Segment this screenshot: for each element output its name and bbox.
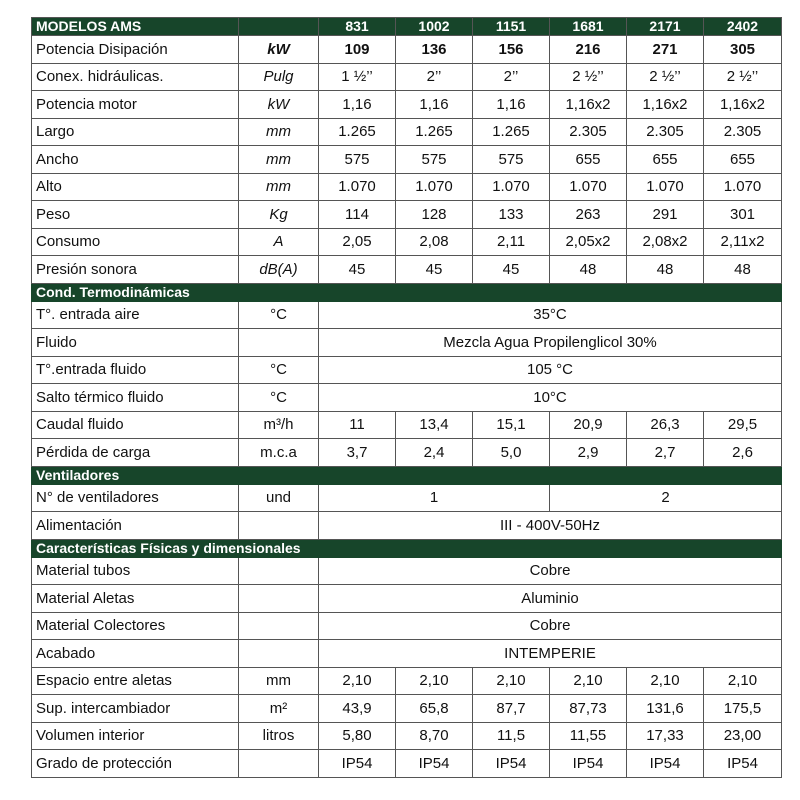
row-label: Largo — [32, 118, 239, 146]
cell-value: 1.070 — [396, 173, 473, 201]
cell-value: 11,5 — [473, 722, 550, 750]
header-row — [32, 18, 782, 36]
row-unit: mm — [239, 146, 319, 174]
cell-value: 2,10 — [319, 667, 396, 695]
row-material-aletas — [32, 585, 782, 613]
row-unit — [239, 750, 319, 778]
cell-value: 1.265 — [319, 118, 396, 146]
cell-value: 87,7 — [473, 695, 550, 723]
merged-value: 35°C — [319, 301, 782, 329]
merged-value: Cobre — [319, 612, 782, 640]
model-header: 1681 — [550, 18, 627, 36]
cell-value: IP54 — [550, 750, 627, 778]
row-label: Material tubos — [32, 557, 239, 585]
cell-value: 2,10 — [704, 667, 782, 695]
cell-value: 2,08x2 — [627, 228, 704, 256]
row-unit-blank — [239, 512, 319, 540]
row-unit: mm — [239, 118, 319, 146]
cell-value: 5,0 — [473, 439, 550, 467]
cell-value: 2 ½’’ — [550, 63, 627, 91]
spec-table — [31, 17, 782, 778]
cell-value: IP54 — [704, 750, 782, 778]
cell-value: 131,6 — [627, 695, 704, 723]
row-label: Consumo — [32, 228, 239, 256]
cell-value: 8,70 — [396, 722, 473, 750]
row-label: Potencia motor — [32, 91, 239, 119]
cell-value: 305 — [704, 36, 782, 64]
merged-value: Mezcla Agua Propilenglicol 30% — [319, 329, 782, 357]
cell-value: 109 — [319, 36, 396, 64]
row-label: T°.entrada fluido — [32, 356, 239, 384]
table-title: MODELOS AMS — [32, 18, 239, 36]
row-label: T°. entrada aire — [32, 301, 239, 329]
cell-value: 65,8 — [396, 695, 473, 723]
row-label: Ancho — [32, 146, 239, 174]
merged-value: III - 400V-50Hz — [319, 512, 782, 540]
cell-value: 43,9 — [319, 695, 396, 723]
row-label: Material Colectores — [32, 612, 239, 640]
model-header: 1002 — [396, 18, 473, 36]
row-salto-termico — [32, 384, 782, 412]
row-unit-blank — [239, 640, 319, 668]
row-material-colectores — [32, 612, 782, 640]
cell-value: 655 — [704, 146, 782, 174]
merged-value: Aluminio — [319, 585, 782, 613]
cell-value: 11,55 — [550, 722, 627, 750]
cell-value: 133 — [473, 201, 550, 229]
cell-value: 2,6 — [704, 439, 782, 467]
row-unit: dB(A) — [239, 256, 319, 284]
cell-value: 575 — [319, 146, 396, 174]
cell-value: IP54 — [396, 750, 473, 778]
row-unit: A — [239, 228, 319, 256]
section-title: Ventiladores — [32, 466, 782, 484]
header-unit-blank — [239, 18, 319, 36]
cell-value: 11 — [319, 411, 396, 439]
cell-value: 15,1 — [473, 411, 550, 439]
cell-value: 2.305 — [704, 118, 782, 146]
cell-value: 26,3 — [627, 411, 704, 439]
cell-value: 1.070 — [473, 173, 550, 201]
row-alimentacion — [32, 512, 782, 540]
row-label: Material Aletas — [32, 585, 239, 613]
cell-value: 5,80 — [319, 722, 396, 750]
cell-value: 48 — [704, 256, 782, 284]
cell-value: 216 — [550, 36, 627, 64]
cell-value: 2,08 — [396, 228, 473, 256]
cell-value: 2.305 — [627, 118, 704, 146]
row-unit: kW — [239, 91, 319, 119]
cell-value: 1,16 — [473, 91, 550, 119]
row-unit-blank — [239, 585, 319, 613]
cell-value: IP54 — [319, 750, 396, 778]
cell-value: 1,16x2 — [550, 91, 627, 119]
row-unit: mm — [239, 173, 319, 201]
row-fluido — [32, 329, 782, 357]
row-label: N° de ventiladores — [32, 484, 239, 512]
cell-value: 575 — [396, 146, 473, 174]
row-caudal-fluido — [32, 411, 782, 439]
cell-value: 291 — [627, 201, 704, 229]
row-presion-sonora — [32, 256, 782, 284]
row-potencia-motor — [32, 91, 782, 119]
row-label: Salto térmico fluido — [32, 384, 239, 412]
row-material-tubos — [32, 557, 782, 585]
cell-value: 29,5 — [704, 411, 782, 439]
row-label: Grado de protección — [32, 750, 239, 778]
section-title: Cond. Termodinámicas — [32, 283, 782, 301]
row-ancho — [32, 146, 782, 174]
row-potencia-disipacion — [32, 36, 782, 64]
row-sup-intercambiador — [32, 695, 782, 723]
cell-value: 2,10 — [473, 667, 550, 695]
row-label: Alto — [32, 173, 239, 201]
row-label: Espacio entre aletas — [32, 667, 239, 695]
cell-value: 575 — [473, 146, 550, 174]
cell-value: 2,10 — [396, 667, 473, 695]
merged-value: Cobre — [319, 557, 782, 585]
cell-value: 136 — [396, 36, 473, 64]
row-grado-proteccion — [32, 750, 782, 778]
cell-value: 2’’ — [473, 63, 550, 91]
cell-value: 1.265 — [396, 118, 473, 146]
row-unit: Pulg — [239, 63, 319, 91]
model-header: 2402 — [704, 18, 782, 36]
row-unit: m³/h — [239, 411, 319, 439]
cell-value: 1,16 — [319, 91, 396, 119]
row-volumen-interior — [32, 722, 782, 750]
cell-value: 2,11 — [473, 228, 550, 256]
row-peso — [32, 201, 782, 229]
cell-value: 48 — [627, 256, 704, 284]
cell-value: IP54 — [627, 750, 704, 778]
model-header: 1151 — [473, 18, 550, 36]
merged-value: INTEMPERIE — [319, 640, 782, 668]
row-label: Potencia Disipación — [32, 36, 239, 64]
cell-value: 1.070 — [627, 173, 704, 201]
merged-value: 10°C — [319, 384, 782, 412]
cell-value: 2,05 — [319, 228, 396, 256]
row-unit: m.c.a — [239, 439, 319, 467]
cell-value: 655 — [627, 146, 704, 174]
merged-value: 2 — [550, 484, 782, 512]
cell-value: 301 — [704, 201, 782, 229]
cell-value: 2,9 — [550, 439, 627, 467]
cell-value: 2.305 — [550, 118, 627, 146]
row-label: Acabado — [32, 640, 239, 668]
cell-value: 1.070 — [704, 173, 782, 201]
cell-value: 2 ½’’ — [704, 63, 782, 91]
cell-value: 2,11x2 — [704, 228, 782, 256]
cell-value: 2,4 — [396, 439, 473, 467]
cell-value: 271 — [627, 36, 704, 64]
cell-value: 2 ½’’ — [627, 63, 704, 91]
cell-value: 20,9 — [550, 411, 627, 439]
row-label: Fluido — [32, 329, 239, 357]
row-unit: °C — [239, 384, 319, 412]
cell-value: 2,10 — [627, 667, 704, 695]
row-acabado — [32, 640, 782, 668]
cell-value: 128 — [396, 201, 473, 229]
cell-value: 23,00 — [704, 722, 782, 750]
cell-value: 2’’ — [396, 63, 473, 91]
section-title: Características Físicas y dimensionales — [32, 539, 782, 557]
row-alto — [32, 173, 782, 201]
row-unit: °C — [239, 356, 319, 384]
cell-value: 1 ½’’ — [319, 63, 396, 91]
row-unit: und — [239, 484, 319, 512]
row-unit: kW — [239, 36, 319, 64]
section-header-fans — [32, 466, 782, 484]
row-temp-entrada-fluido — [32, 356, 782, 384]
row-label: Pérdida de carga — [32, 439, 239, 467]
row-unit: m² — [239, 695, 319, 723]
row-unit-blank — [239, 612, 319, 640]
row-label: Caudal fluido — [32, 411, 239, 439]
cell-value: 263 — [550, 201, 627, 229]
cell-value: 45 — [473, 256, 550, 284]
cell-value: 175,5 — [704, 695, 782, 723]
section-header-thermo — [32, 283, 782, 301]
section-header-physical — [32, 539, 782, 557]
row-espacio-aletas — [32, 667, 782, 695]
cell-value: 114 — [319, 201, 396, 229]
cell-value: 1.265 — [473, 118, 550, 146]
cell-value: 1.070 — [550, 173, 627, 201]
cell-value: 1.070 — [319, 173, 396, 201]
row-unit: mm — [239, 667, 319, 695]
cell-value: 1,16x2 — [627, 91, 704, 119]
row-unit: litros — [239, 722, 319, 750]
cell-value: 2,7 — [627, 439, 704, 467]
cell-value: 2,05x2 — [550, 228, 627, 256]
row-conexiones-hidraulicas — [32, 63, 782, 91]
row-label: Volumen interior — [32, 722, 239, 750]
row-label: Presión sonora — [32, 256, 239, 284]
row-label: Peso — [32, 201, 239, 229]
row-largo — [32, 118, 782, 146]
cell-value: 3,7 — [319, 439, 396, 467]
model-header: 831 — [319, 18, 396, 36]
cell-value: 45 — [396, 256, 473, 284]
row-unit — [239, 329, 319, 357]
merged-value: 105 °C — [319, 356, 782, 384]
cell-value: 87,73 — [550, 695, 627, 723]
cell-value: 1,16 — [396, 91, 473, 119]
cell-value: 655 — [550, 146, 627, 174]
row-label: Conex. hidráulicas. — [32, 63, 239, 91]
model-header: 2171 — [627, 18, 704, 36]
row-label: Alimentación — [32, 512, 239, 540]
merged-value: 1 — [319, 484, 550, 512]
cell-value: 45 — [319, 256, 396, 284]
row-consumo — [32, 228, 782, 256]
cell-value: 13,4 — [396, 411, 473, 439]
row-num-ventiladores — [32, 484, 782, 512]
cell-value: 2,10 — [550, 667, 627, 695]
row-perdida-carga — [32, 439, 782, 467]
row-temp-entrada-aire — [32, 301, 782, 329]
row-unit: °C — [239, 301, 319, 329]
row-unit-blank — [239, 557, 319, 585]
cell-value: 48 — [550, 256, 627, 284]
cell-value: 1,16x2 — [704, 91, 782, 119]
cell-value: 17,33 — [627, 722, 704, 750]
cell-value: IP54 — [473, 750, 550, 778]
cell-value: 156 — [473, 36, 550, 64]
row-unit: Kg — [239, 201, 319, 229]
row-label: Sup. intercambiador — [32, 695, 239, 723]
